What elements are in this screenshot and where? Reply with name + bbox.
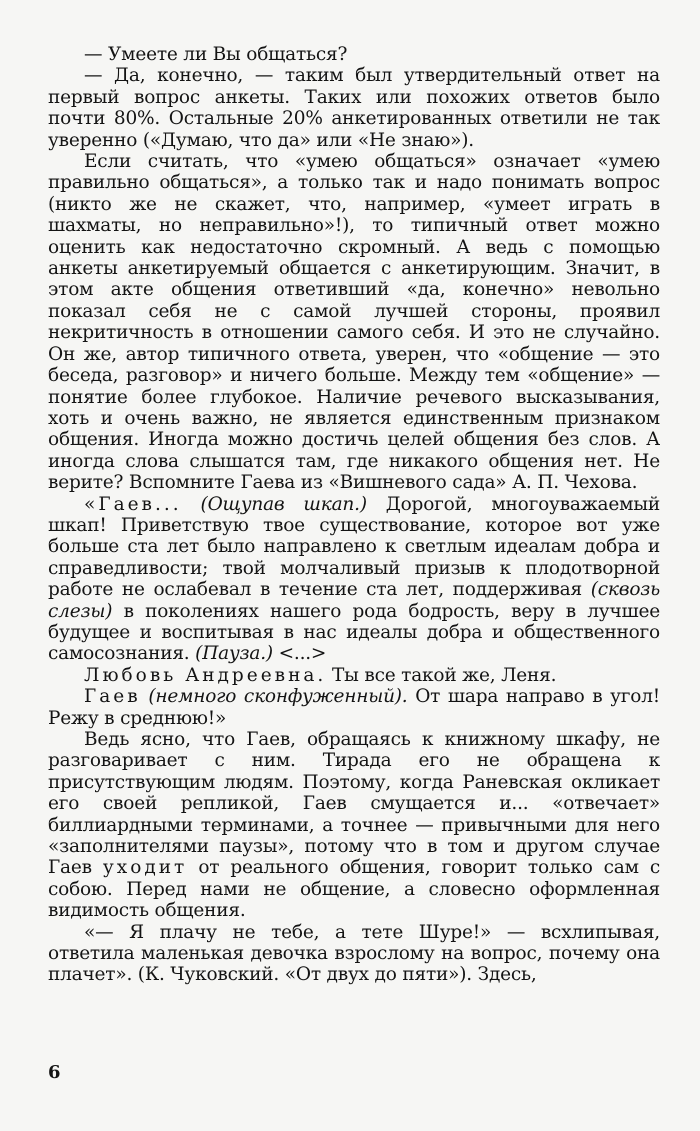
- paragraph-chukovsky: «— Я плачу не тебе, а тете Шуре!» — всхлипывая, ответила маленькая девочка взрослому на вопрос, почему она плачет». (К. Чуковский. «От двух до пяти»). Здесь,: [48, 921, 660, 986]
- paragraph-explanation: [48, 729, 660, 922]
- stage-direction: (Пауза.): [195, 643, 273, 665]
- paragraph-answer: — Да, конечно, — таким был утвердительный ответ на первый вопрос анкеты. Таких или похожих ответов было почти 80%. Остальные 20% анкетированных ответили не так уверенно («Думаю, что да» или «Не знаю»).: [48, 65, 660, 151]
- quote-text: Дорогой, многоуважаемый шкап! Приветствую твое существование, которое вот уже больше ста лет было направлено к светлым идеалам добра и справедливости; твой молчаливый призыв к плодотворной работе не ослабевал в течение ста лет, поддерживая: [48, 493, 660, 601]
- speaker-gaev: «Гаев...: [84, 493, 182, 515]
- quote-text: Ты все такой же, Леня.: [332, 664, 557, 686]
- stage-direction: (немного сконфуженный).: [148, 686, 408, 708]
- speaker-lyubov: Любовь Андреевна.: [84, 664, 327, 686]
- stage-direction: (сквозь слезы): [48, 579, 661, 622]
- paragraph-quote-gaev-2: [48, 686, 660, 729]
- page-number: 6: [48, 1062, 61, 1083]
- body-text: [48, 44, 660, 986]
- stage-direction: (Ощупав шкап.): [200, 493, 367, 515]
- explanation-text: Ведь ясно, что Гаев, обращаясь к книжному шкафу, не разговаривает с ним. Тирада его не обращена к присутствующим людям. Поэтому, когда Раневская окликает его своей репликой, Гаев смущается и... «отвечает» биллиардными терминами, а точнее — привычными для него «заполнителями паузы», потому что в том и другом случае Гаев: [48, 729, 660, 879]
- paragraph-quote-lyubov: [48, 665, 660, 686]
- ellipsis-mark: <...>: [278, 643, 327, 665]
- quote-text: От шара направо в угол! Режу в среднюю!»: [48, 686, 661, 729]
- speaker-gaev: Гаев: [84, 686, 141, 708]
- emphasis-word: уходит: [102, 857, 188, 879]
- paragraph-analysis: Если считать, что «умею общаться» означает «умею правильно общаться», а только так и надо понимать вопрос (никто же не скажет, что, например, «умеет играть в шахматы, но неправильно»!), то типичный ответ можно оценить как недостаточно скромный. А ведь с помощью анкеты анкетируемый общается с анкетирующим. Значит, в этом акте общения ответивший «да, конечно» невольно показал себя не с самой лучшей стороны, проявил некритичность в отношении самого себя. И это не случайно. Он же, автор типичного ответа, уверен, что «общение — это беседа, разговор» и ничего больше. Между тем «общение» — понятие более глубокое. Наличие речевого высказывания, хоть и очень важно, не является единственным признаком общения. Иногда можно достичь целей общения без слов. А иногда слова слышатся там, где никакого общения нет. Не верите? Вспомните Гаева из «Вишневого сада» А. П. Чехова.: [48, 151, 660, 494]
- explanation-text: от реального общения, говорит только сам с собою. Перед нами не общение, а словесно оформленная видимость общения.: [48, 857, 661, 922]
- paragraph-quote-gaev: [48, 494, 660, 665]
- paragraph-question: — Умеете ли Вы общаться?: [84, 44, 348, 65]
- quote-text: в поколениях нашего рода бодрость, веру в лучшее будущее и воспитывая в нас идеалы добра и общественного самосознания.: [48, 600, 660, 665]
